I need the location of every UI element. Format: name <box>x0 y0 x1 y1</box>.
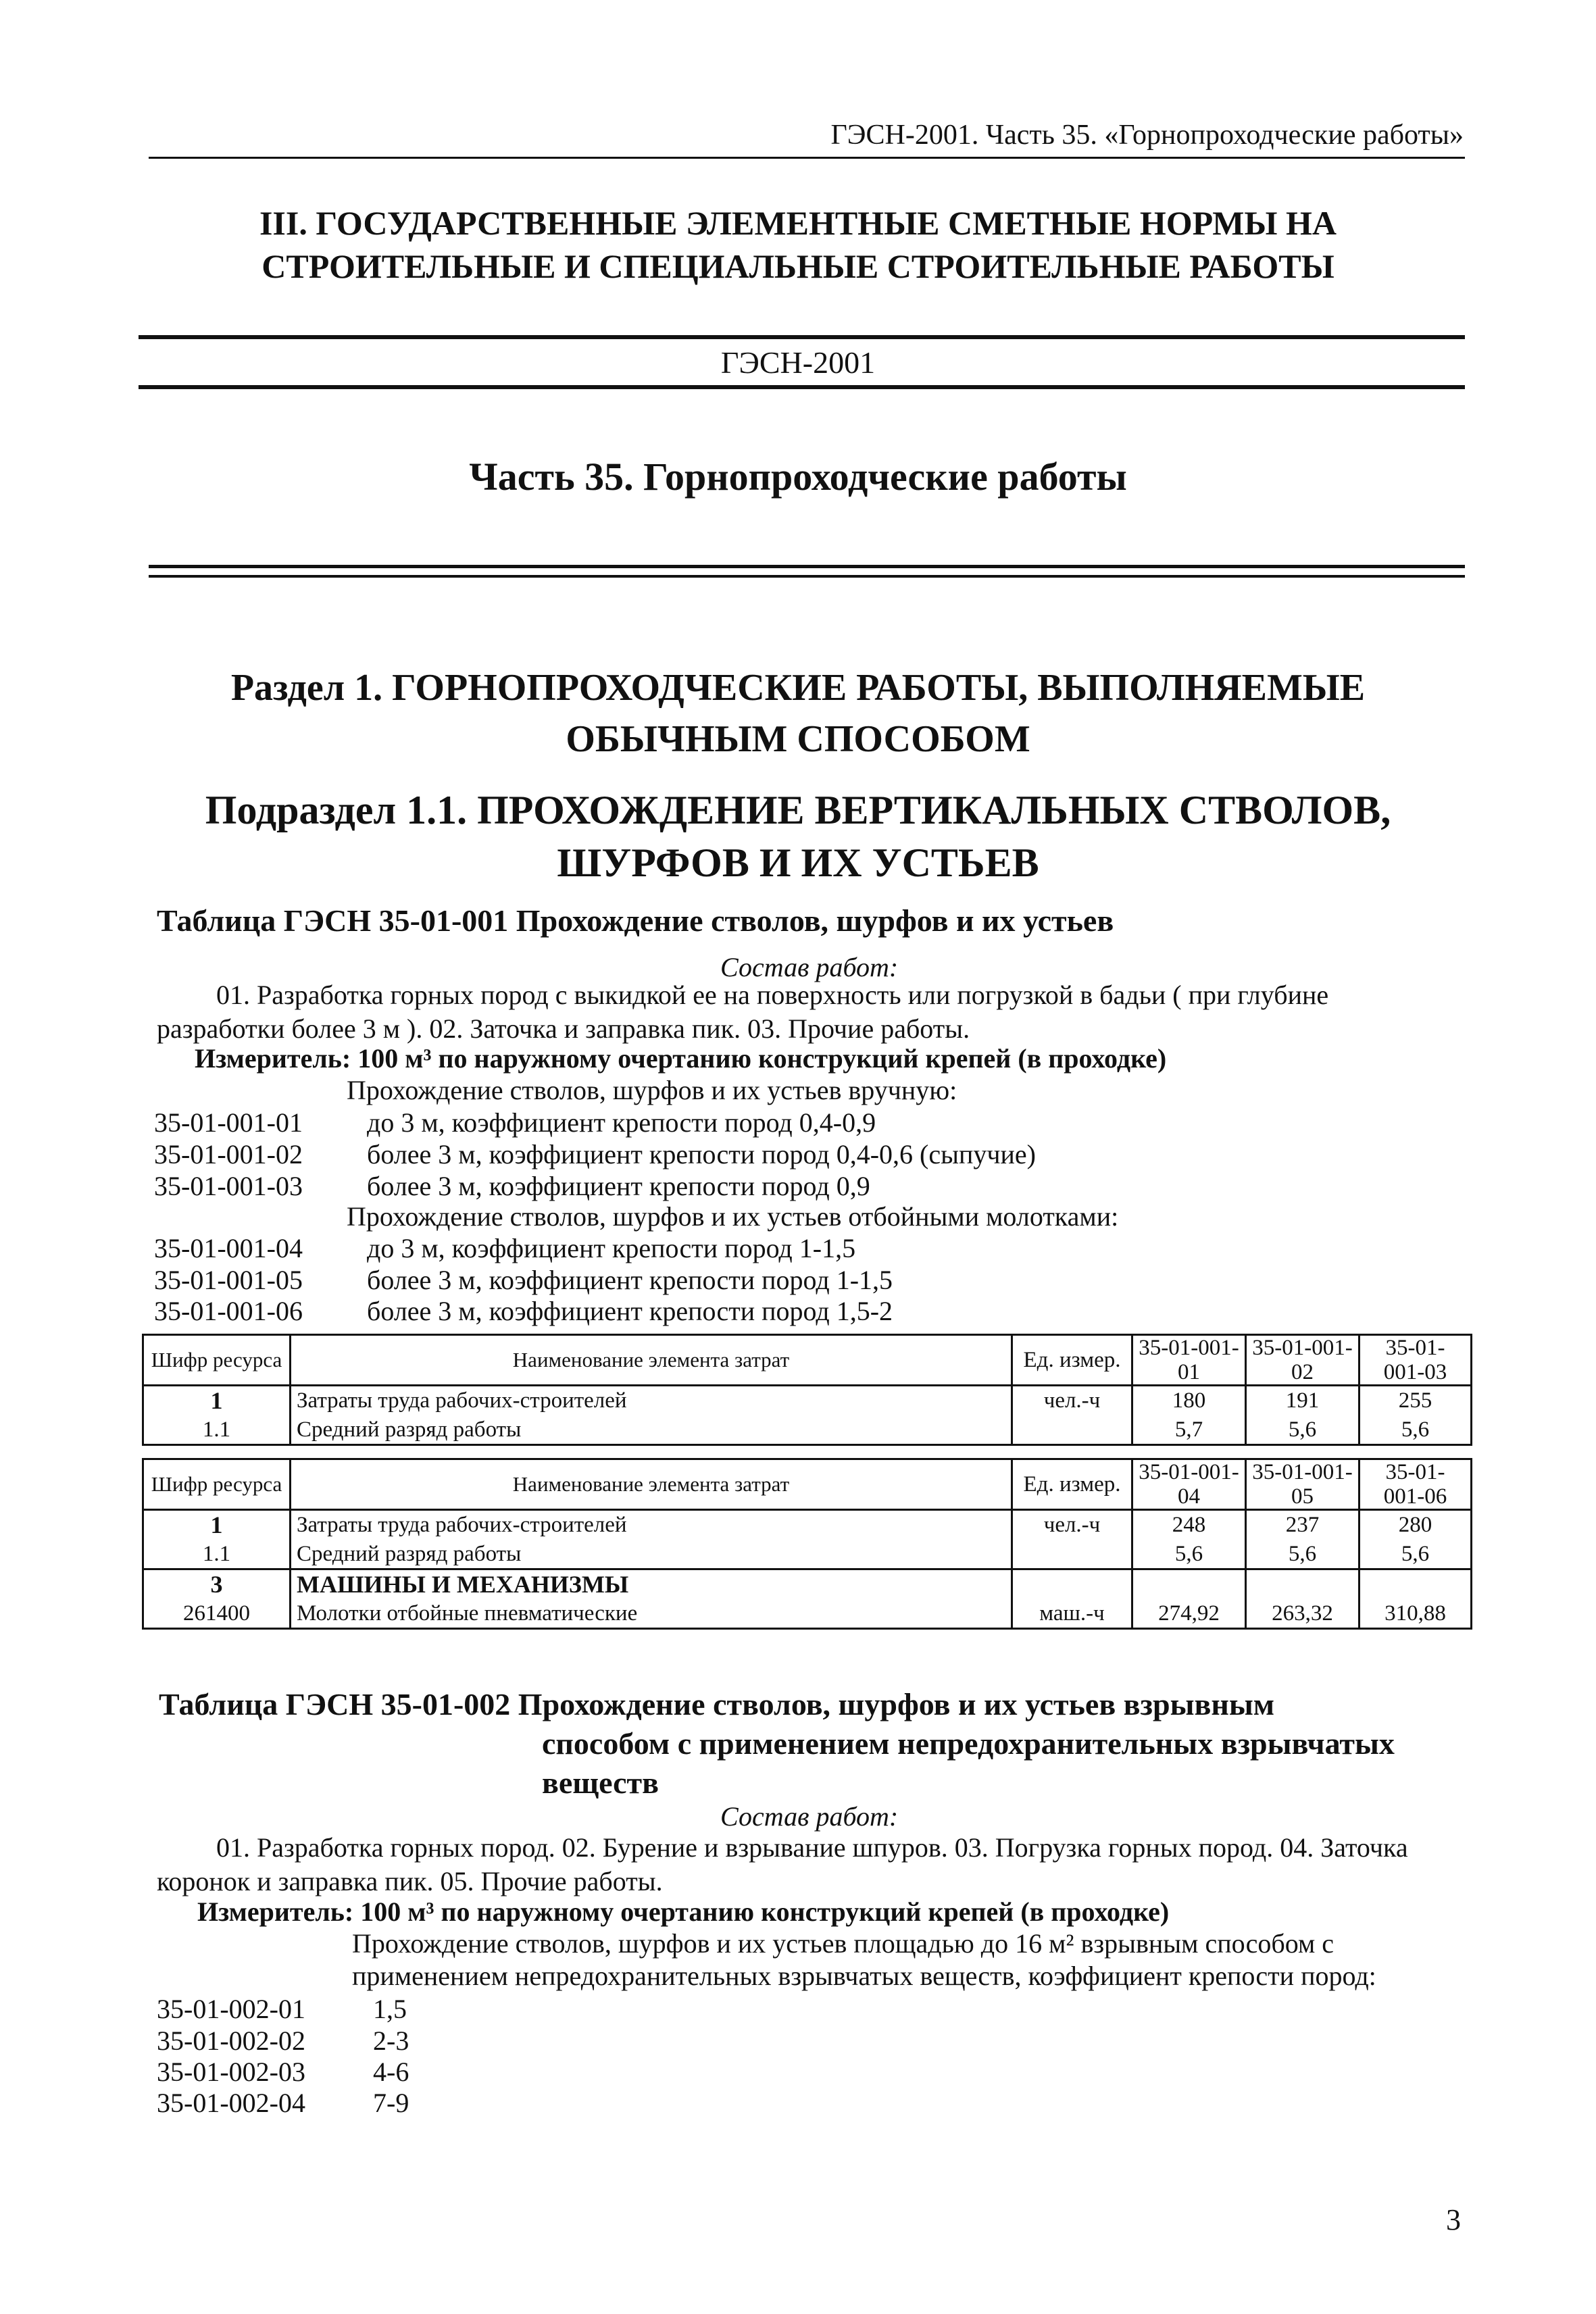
table2-title-line-2: способом с применением непредохранительных взрывчатых <box>542 1726 1395 1761</box>
header-unit: Ед. измер. <box>1012 1459 1132 1510</box>
table2-meter: Измеритель: 100 м³ по наружному очертанию конструкций крепей (в проходке) <box>197 1896 1170 1927</box>
row-cost-element: Молотки отбойные пневматические <box>291 1599 1012 1629</box>
row-value: 5,6 <box>1360 1415 1472 1445</box>
row-value <box>1132 1569 1246 1599</box>
row-value: 5,6 <box>1132 1540 1246 1569</box>
table2-composition-label: Состав работ: <box>720 1801 899 1832</box>
gesn-label: ГЭСН-2001 <box>720 345 876 380</box>
row-unit <box>1012 1540 1132 1569</box>
table-header-row <box>143 1459 1472 1510</box>
subsection-title-line-1: Подраздел 1.1. ПРОХОЖДЕНИЕ ВЕРТИКАЛЬНЫХ СТВОЛОВ, <box>205 788 1391 832</box>
row-resource-code: 1.1 <box>143 1415 291 1445</box>
norm-description: 1,5 <box>373 1994 407 2024</box>
table-row <box>143 1386 1472 1415</box>
row-value: 5,6 <box>1246 1415 1360 1445</box>
row-unit: маш.-ч <box>1012 1599 1132 1629</box>
row-value: 237 <box>1246 1510 1360 1540</box>
table1-composition-label: Состав работ: <box>720 952 899 982</box>
row-cost-element: Средний разряд работы <box>291 1415 1012 1445</box>
row-cost-element: Затраты труда рабочих-строителей <box>291 1510 1012 1540</box>
row-unit: чел.-ч <box>1012 1510 1132 1540</box>
table2-title-line-1: Таблица ГЭСН 35-01-002 Прохождение стволов, шурфов и их устьев взрывным <box>159 1687 1275 1721</box>
header-resource-code: Шифр ресурса <box>143 1459 291 1510</box>
header-unit: Ед. измер. <box>1012 1335 1132 1386</box>
norm-description: более 3 м, коэффициент крепости пород 1-1,5 <box>367 1265 893 1295</box>
row-unit: чел.-ч <box>1012 1386 1132 1415</box>
norm-description: более 3 м, коэффициент крепости пород 1,5-2 <box>367 1296 893 1326</box>
table1-title: Таблица ГЭСН 35-01-001 Прохождение стволов, шурфов и их устьев <box>157 903 1114 938</box>
section-title-line-1: Раздел 1. ГОРНОПРОХОДЧЕСКИЕ РАБОТЫ, ВЫПОЛНЯЕМЫЕ <box>230 667 1366 709</box>
norm-description: более 3 м, коэффициент крепости пород 0,4-0,6 (сыпучие) <box>367 1139 1036 1169</box>
row-unit <box>1012 1415 1132 1445</box>
row-value: 310,88 <box>1360 1599 1472 1629</box>
row-resource-code: 1.1 <box>143 1540 291 1569</box>
table-row <box>143 1569 1472 1599</box>
norm-code: 35-01-002-03 <box>157 2057 305 2087</box>
norm-code: 35-01-001-01 <box>154 1107 303 1138</box>
table-row <box>143 1540 1472 1569</box>
table-row <box>143 1510 1472 1540</box>
row-value: 5,6 <box>1360 1540 1472 1569</box>
subsection-title <box>0 784 1596 889</box>
norm-code: 35-01-002-02 <box>157 2026 305 2056</box>
table2-heading <box>352 1928 1376 1992</box>
header-cost-element: Наименование элемента затрат <box>291 1459 1012 1510</box>
table1-group1-heading: Прохождение стволов, шурфов и их устьев вручную: <box>347 1075 957 1105</box>
part-name: Часть 35. Горнопроходческие работы <box>469 455 1127 499</box>
row-unit <box>1012 1569 1132 1599</box>
section-title-line-2: ОБЫЧНЫМ СПОСОБОМ <box>566 718 1030 760</box>
header-divider <box>149 157 1465 159</box>
table-row <box>143 1599 1472 1629</box>
norm-description: 2-3 <box>373 2026 409 2056</box>
row-value: 248 <box>1132 1510 1246 1540</box>
gesn-rule-top <box>139 335 1465 339</box>
row-resource-code: 1 <box>143 1386 291 1415</box>
row-value: 191 <box>1246 1386 1360 1415</box>
row-resource-code: 1 <box>143 1510 291 1540</box>
norm-code: 35-01-002-04 <box>157 2088 305 2118</box>
row-value: 255 <box>1360 1386 1472 1415</box>
header-norm-code: 35-01-001-03 <box>1360 1335 1472 1386</box>
norm-description: более 3 м, коэффициент крепости пород 0,9 <box>367 1171 870 1201</box>
table-header-row <box>143 1335 1472 1386</box>
header-norm-code: 35-01-001-06 <box>1360 1459 1472 1510</box>
norm-code: 35-01-002-01 <box>157 1994 305 2024</box>
norm-code: 35-01-001-03 <box>154 1171 303 1201</box>
subsection-title-line-2: ШУРФОВ И ИХ УСТЬЕВ <box>557 840 1039 885</box>
running-header: ГЭСН-2001. Часть 35. «Горнопроходческие работы» <box>830 120 1464 151</box>
row-value: 274,92 <box>1132 1599 1246 1629</box>
norm-description: 4-6 <box>373 2057 409 2087</box>
norm-code: 35-01-001-06 <box>154 1296 303 1326</box>
row-value: 263,32 <box>1246 1599 1360 1629</box>
part-title-line-1: III. ГОСУДАРСТВЕННЫЕ ЭЛЕМЕНТНЫЕ СМЕТНЫЕ НОРМЫ НА <box>259 204 1337 242</box>
table2-heading-line-1: Прохождение стволов, шурфов и их устьев площадью до 16 м² взрывным способом с <box>352 1928 1335 1959</box>
resource-table-b <box>142 1458 1472 1630</box>
norm-code: 35-01-001-04 <box>154 1233 303 1263</box>
gesn-rule-bottom <box>139 385 1465 389</box>
header-cost-element: Наименование элемента затрат <box>291 1335 1012 1386</box>
row-value: 280 <box>1360 1510 1472 1540</box>
norm-description: до 3 м, коэффициент крепости пород 1-1,5 <box>367 1233 856 1263</box>
row-cost-element: Средний разряд работы <box>291 1540 1012 1569</box>
table2-title <box>159 1685 1395 1803</box>
header-resource-code: Шифр ресурса <box>143 1335 291 1386</box>
norm-description: до 3 м, коэффициент крепости пород 0,4-0,9 <box>367 1107 876 1138</box>
row-value <box>1246 1569 1360 1599</box>
table2-composition-line-1: 01. Разработка горных пород. 02. Бурение и взрывание шпуров. 03. Погрузка горных пород. 04. Заточка <box>216 1832 1408 1863</box>
section-title <box>0 662 1596 765</box>
part-double-rule <box>149 565 1465 578</box>
resource-table-a <box>142 1334 1472 1446</box>
row-cost-element: Затраты труда рабочих-строителей <box>291 1386 1012 1415</box>
part-title-line-2: СТРОИТЕЛЬНЫЕ И СПЕЦИАЛЬНЫЕ СТРОИТЕЛЬНЫЕ РАБОТЫ <box>261 247 1335 285</box>
table2-composition <box>157 1831 1461 1898</box>
norm-description: 7-9 <box>373 2088 409 2118</box>
row-cost-element: МАШИНЫ И МЕХАНИЗМЫ <box>291 1569 1012 1599</box>
table1-composition-line-1: 01. Разработка горных пород с выкидкой ее на поверхность или погрузкой в бадьи ( при глубине <box>216 980 1329 1010</box>
row-resource-code: 3 <box>143 1569 291 1599</box>
header-norm-code: 35-01-001-02 <box>1246 1335 1360 1386</box>
row-value: 5,6 <box>1246 1540 1360 1569</box>
row-value <box>1360 1569 1472 1599</box>
table1-composition <box>157 978 1461 1046</box>
table2-composition-line-2: коронок и заправка пик. 05. Прочие работы. <box>157 1866 663 1896</box>
row-value: 5,7 <box>1132 1415 1246 1445</box>
table-row <box>143 1415 1472 1445</box>
table1-composition-line-2: разработки более 3 м ). 02. Заточка и заправка пик. 03. Прочие работы. <box>157 1013 970 1044</box>
header-norm-code: 35-01-001-01 <box>1132 1335 1246 1386</box>
table2-heading-line-2: применением непредохранительных взрывчатых веществ, коэффициент крепости пород: <box>352 1961 1376 1991</box>
row-value: 180 <box>1132 1386 1246 1415</box>
table2-title-line-3: веществ <box>542 1765 659 1800</box>
norm-code: 35-01-001-02 <box>154 1139 303 1169</box>
table1-meter: Измеритель: 100 м³ по наружному очертанию конструкций крепей (в проходке) <box>195 1043 1167 1074</box>
page-number: 3 <box>1446 2203 1461 2236</box>
part-title <box>0 201 1596 288</box>
row-resource-code: 261400 <box>143 1599 291 1629</box>
header-norm-code: 35-01-001-05 <box>1246 1459 1360 1510</box>
norm-code: 35-01-001-05 <box>154 1265 303 1295</box>
table1-group2-heading: Прохождение стволов, шурфов и их устьев отбойными молотками: <box>347 1201 1119 1232</box>
header-norm-code: 35-01-001-04 <box>1132 1459 1246 1510</box>
